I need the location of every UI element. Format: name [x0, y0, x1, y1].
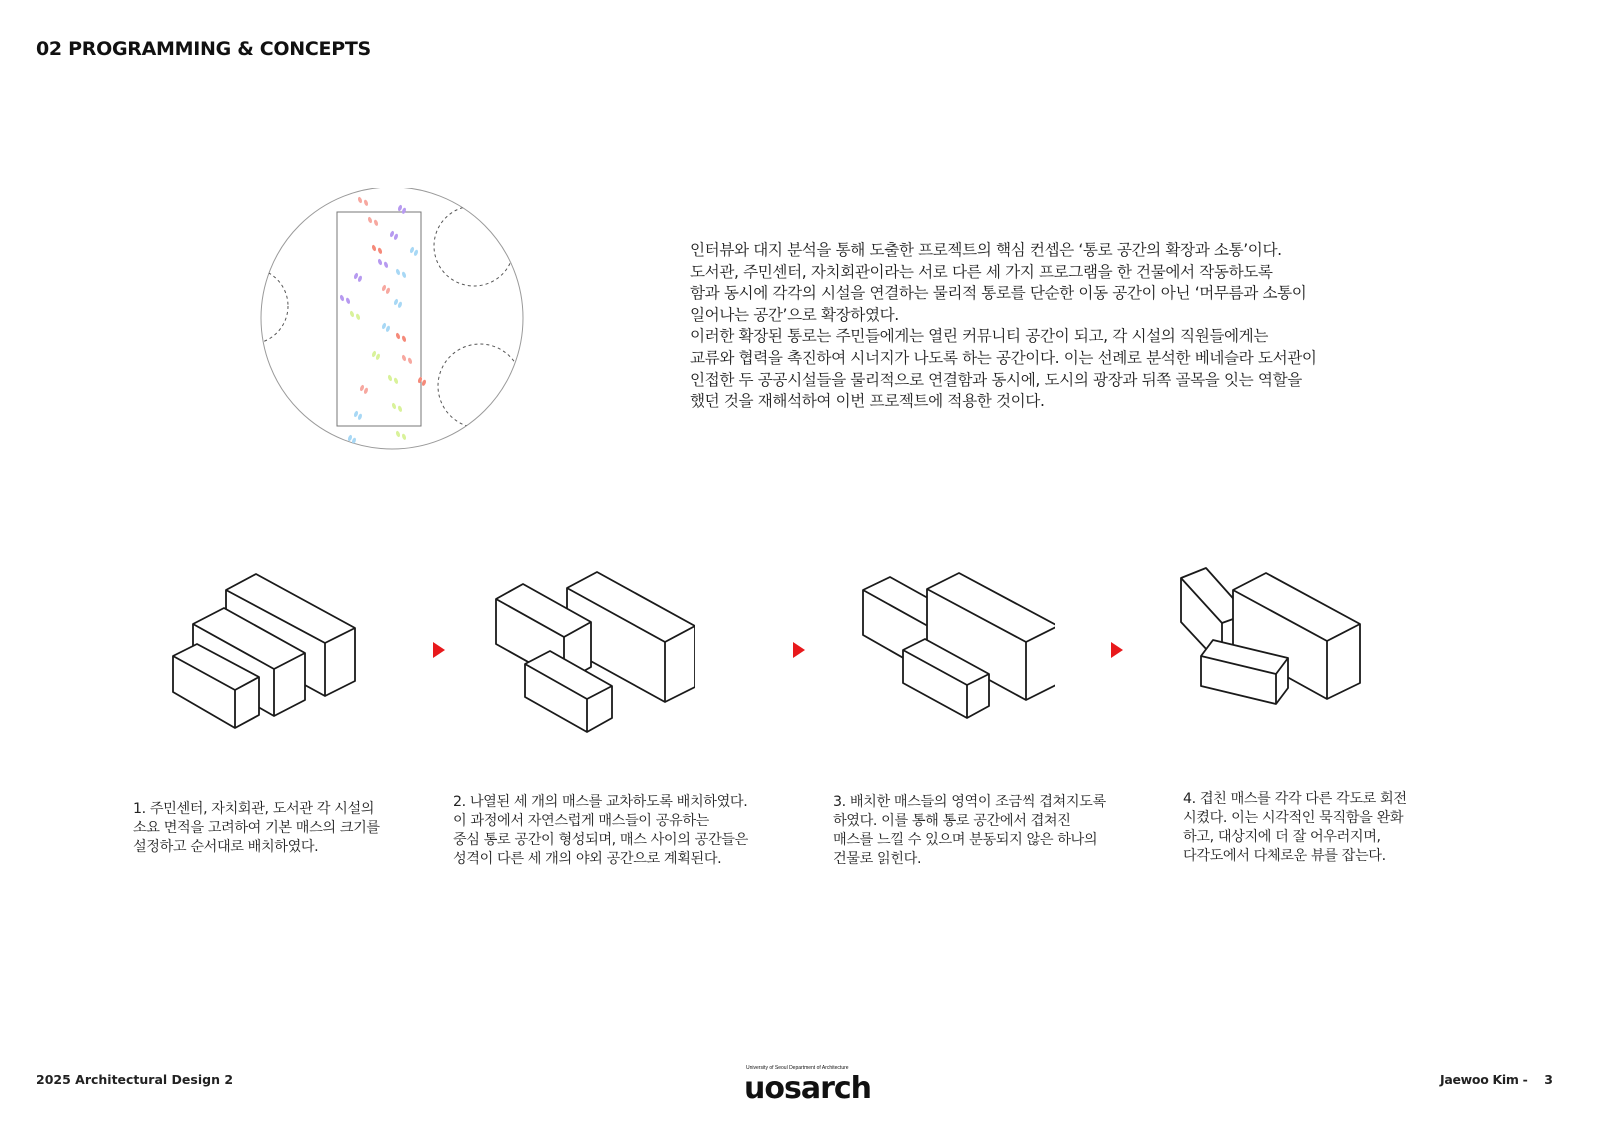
site-circle — [261, 188, 523, 449]
footprint — [373, 219, 379, 226]
footprint — [391, 402, 397, 409]
footprint — [397, 204, 403, 211]
footprint — [417, 376, 423, 383]
footprint — [385, 325, 391, 332]
footprint — [349, 310, 355, 317]
footprint — [339, 294, 345, 301]
footprint — [409, 246, 415, 253]
course-label: 2025 Architectural Design 2 — [36, 1072, 234, 1087]
footprint — [367, 216, 373, 223]
central-passage — [337, 212, 421, 426]
concept-line: 도서관, 주민센터, 자치회관이라는 서로 다른 세 가지 프로그램을 한 건물에서 작동하도록 — [690, 262, 1273, 281]
footprint — [359, 384, 365, 391]
footprint — [387, 374, 393, 381]
step-caption-4 — [1183, 790, 1407, 866]
footprint — [375, 353, 381, 360]
caption-line: 시켰다. 이는 시각적인 묵직함을 완화 — [1183, 810, 1404, 826]
caption-line: 설정하고 순서대로 배치하였다. — [133, 839, 319, 855]
footprint — [383, 261, 389, 268]
concept-line: 했던 것을 재해석하여 이번 프로젝트에 적용한 것이다. — [690, 392, 1045, 411]
footprint — [385, 287, 391, 294]
uosarch-logo — [744, 1062, 874, 1104]
step-caption-2 — [453, 793, 748, 869]
author-page — [1440, 1072, 1553, 1087]
caption-line: 이 과정에서 자연스럽게 매스들이 공유하는 — [453, 813, 709, 829]
concept-line: 인접한 두 공공시설들을 물리적으로 연결함과 동시에, 도시의 광장과 뒤쪽 골목을 잇는 역할을 — [690, 370, 1302, 389]
footprint — [401, 354, 407, 361]
caption-line: 매스를 느낄 수 있으며 분동되지 않은 하나의 — [833, 832, 1098, 848]
footprint — [393, 233, 399, 240]
step-caption-1 — [133, 800, 380, 857]
caption-line: 소요 면적을 고려하여 기본 매스의 크기를 — [133, 820, 380, 836]
footprint — [397, 405, 403, 412]
step-caption-3 — [833, 793, 1106, 869]
concept-line: 일어나는 공간’으로 확장하였다. — [690, 305, 899, 324]
step-arrow — [1110, 641, 1124, 659]
footprint — [395, 430, 401, 437]
mass-diagram-step-1 — [165, 562, 365, 752]
caption-line: 건물로 읽힌다. — [833, 851, 922, 867]
footprint — [371, 244, 377, 251]
mass-diagram-step-4 — [1175, 562, 1375, 752]
concept-line: 이러한 확장된 통로는 주민들에게는 열린 커뮤니티 공간이 되고, 각 시설의 직원들에게는 — [690, 327, 1269, 346]
footprint — [393, 377, 399, 384]
footprint — [397, 301, 403, 308]
footprint — [395, 268, 401, 275]
page-number: 3 — [1544, 1072, 1553, 1087]
footprint — [357, 196, 363, 203]
circulation-concept-diagram — [252, 188, 532, 468]
footprint — [353, 410, 359, 417]
footprint — [351, 437, 357, 444]
caption-line: 다각도에서 다체로운 뷰를 잡는다. — [1183, 848, 1386, 864]
footprint — [345, 297, 351, 304]
concept-description — [690, 240, 1410, 413]
caption-line: 3. 배치한 매스들의 영역이 조금씩 겹쳐지도록 — [833, 794, 1106, 810]
footprint — [357, 413, 363, 420]
caption-line: 4. 겹친 매스를 각각 다른 각도로 회전 — [1183, 791, 1407, 807]
caption-line: 1. 주민센터, 자치회관, 도서관 각 시설의 — [133, 801, 375, 817]
footprint — [363, 387, 369, 394]
footprint-trail — [339, 196, 427, 444]
caption-line: 성격이 다른 세 개의 야외 공간으로 계획된다. — [453, 851, 722, 867]
footprint — [371, 350, 377, 357]
footprint — [347, 434, 353, 441]
svg-text:uosarch: uosarch — [744, 1071, 872, 1104]
footprint — [393, 298, 399, 305]
footprint — [401, 271, 407, 278]
footprint — [353, 272, 359, 279]
caption-line: 2. 나열된 세 개의 매스를 교차하도록 배치하였다. — [453, 794, 748, 810]
svg-text:University of Seoul Department: University of Seoul Department of Architecture — [746, 1065, 849, 1071]
footprint — [381, 322, 387, 329]
concept-line: 함과 동시에 각각의 시설을 연결하는 물리적 통로를 단순한 이동 공간이 아닌 ‘머무름과 소통이 — [690, 284, 1307, 303]
outdoor-space-left — [252, 268, 288, 344]
step-arrow — [432, 641, 446, 659]
footprint — [357, 275, 363, 282]
concept-line: 교류와 협력을 촉진하여 시너지가 나도록 하는 공간이다. 이는 선례로 분석한 베네슬라 도서관이 — [690, 348, 1317, 367]
caption-line: 하고, 대상지에 더 잘 어우러지며, — [1183, 829, 1381, 845]
footprint — [407, 357, 413, 364]
footprint — [355, 313, 361, 320]
footprint — [395, 332, 401, 339]
page-title: 02 PROGRAMMING & CONCEPTS — [36, 38, 371, 60]
mass-diagram-step-3 — [855, 562, 1055, 752]
footprint — [377, 247, 383, 254]
footprint — [401, 433, 407, 440]
caption-line: 중심 통로 공간이 형성되며, 매스 사이의 공간들은 — [453, 832, 748, 848]
mass-diagram-step-2 — [495, 562, 695, 752]
footprint — [363, 199, 369, 206]
footprint — [389, 230, 395, 237]
footprint — [421, 379, 427, 386]
concept-line: 인터뷰와 대지 분석을 통해 도출한 프로젝트의 핵심 컨셉은 ‘통로 공간의 확장과 소통’이다. — [690, 241, 1282, 259]
step-arrow — [792, 641, 806, 659]
footprint — [381, 284, 387, 291]
author-name: Jaewoo Kim - — [1440, 1072, 1528, 1087]
caption-line: 하였다. 이를 통해 통로 공간에서 겹쳐진 — [833, 813, 1071, 829]
footprint — [413, 249, 419, 256]
footprint — [401, 335, 407, 342]
footprint — [401, 207, 407, 214]
footprint — [377, 258, 383, 265]
